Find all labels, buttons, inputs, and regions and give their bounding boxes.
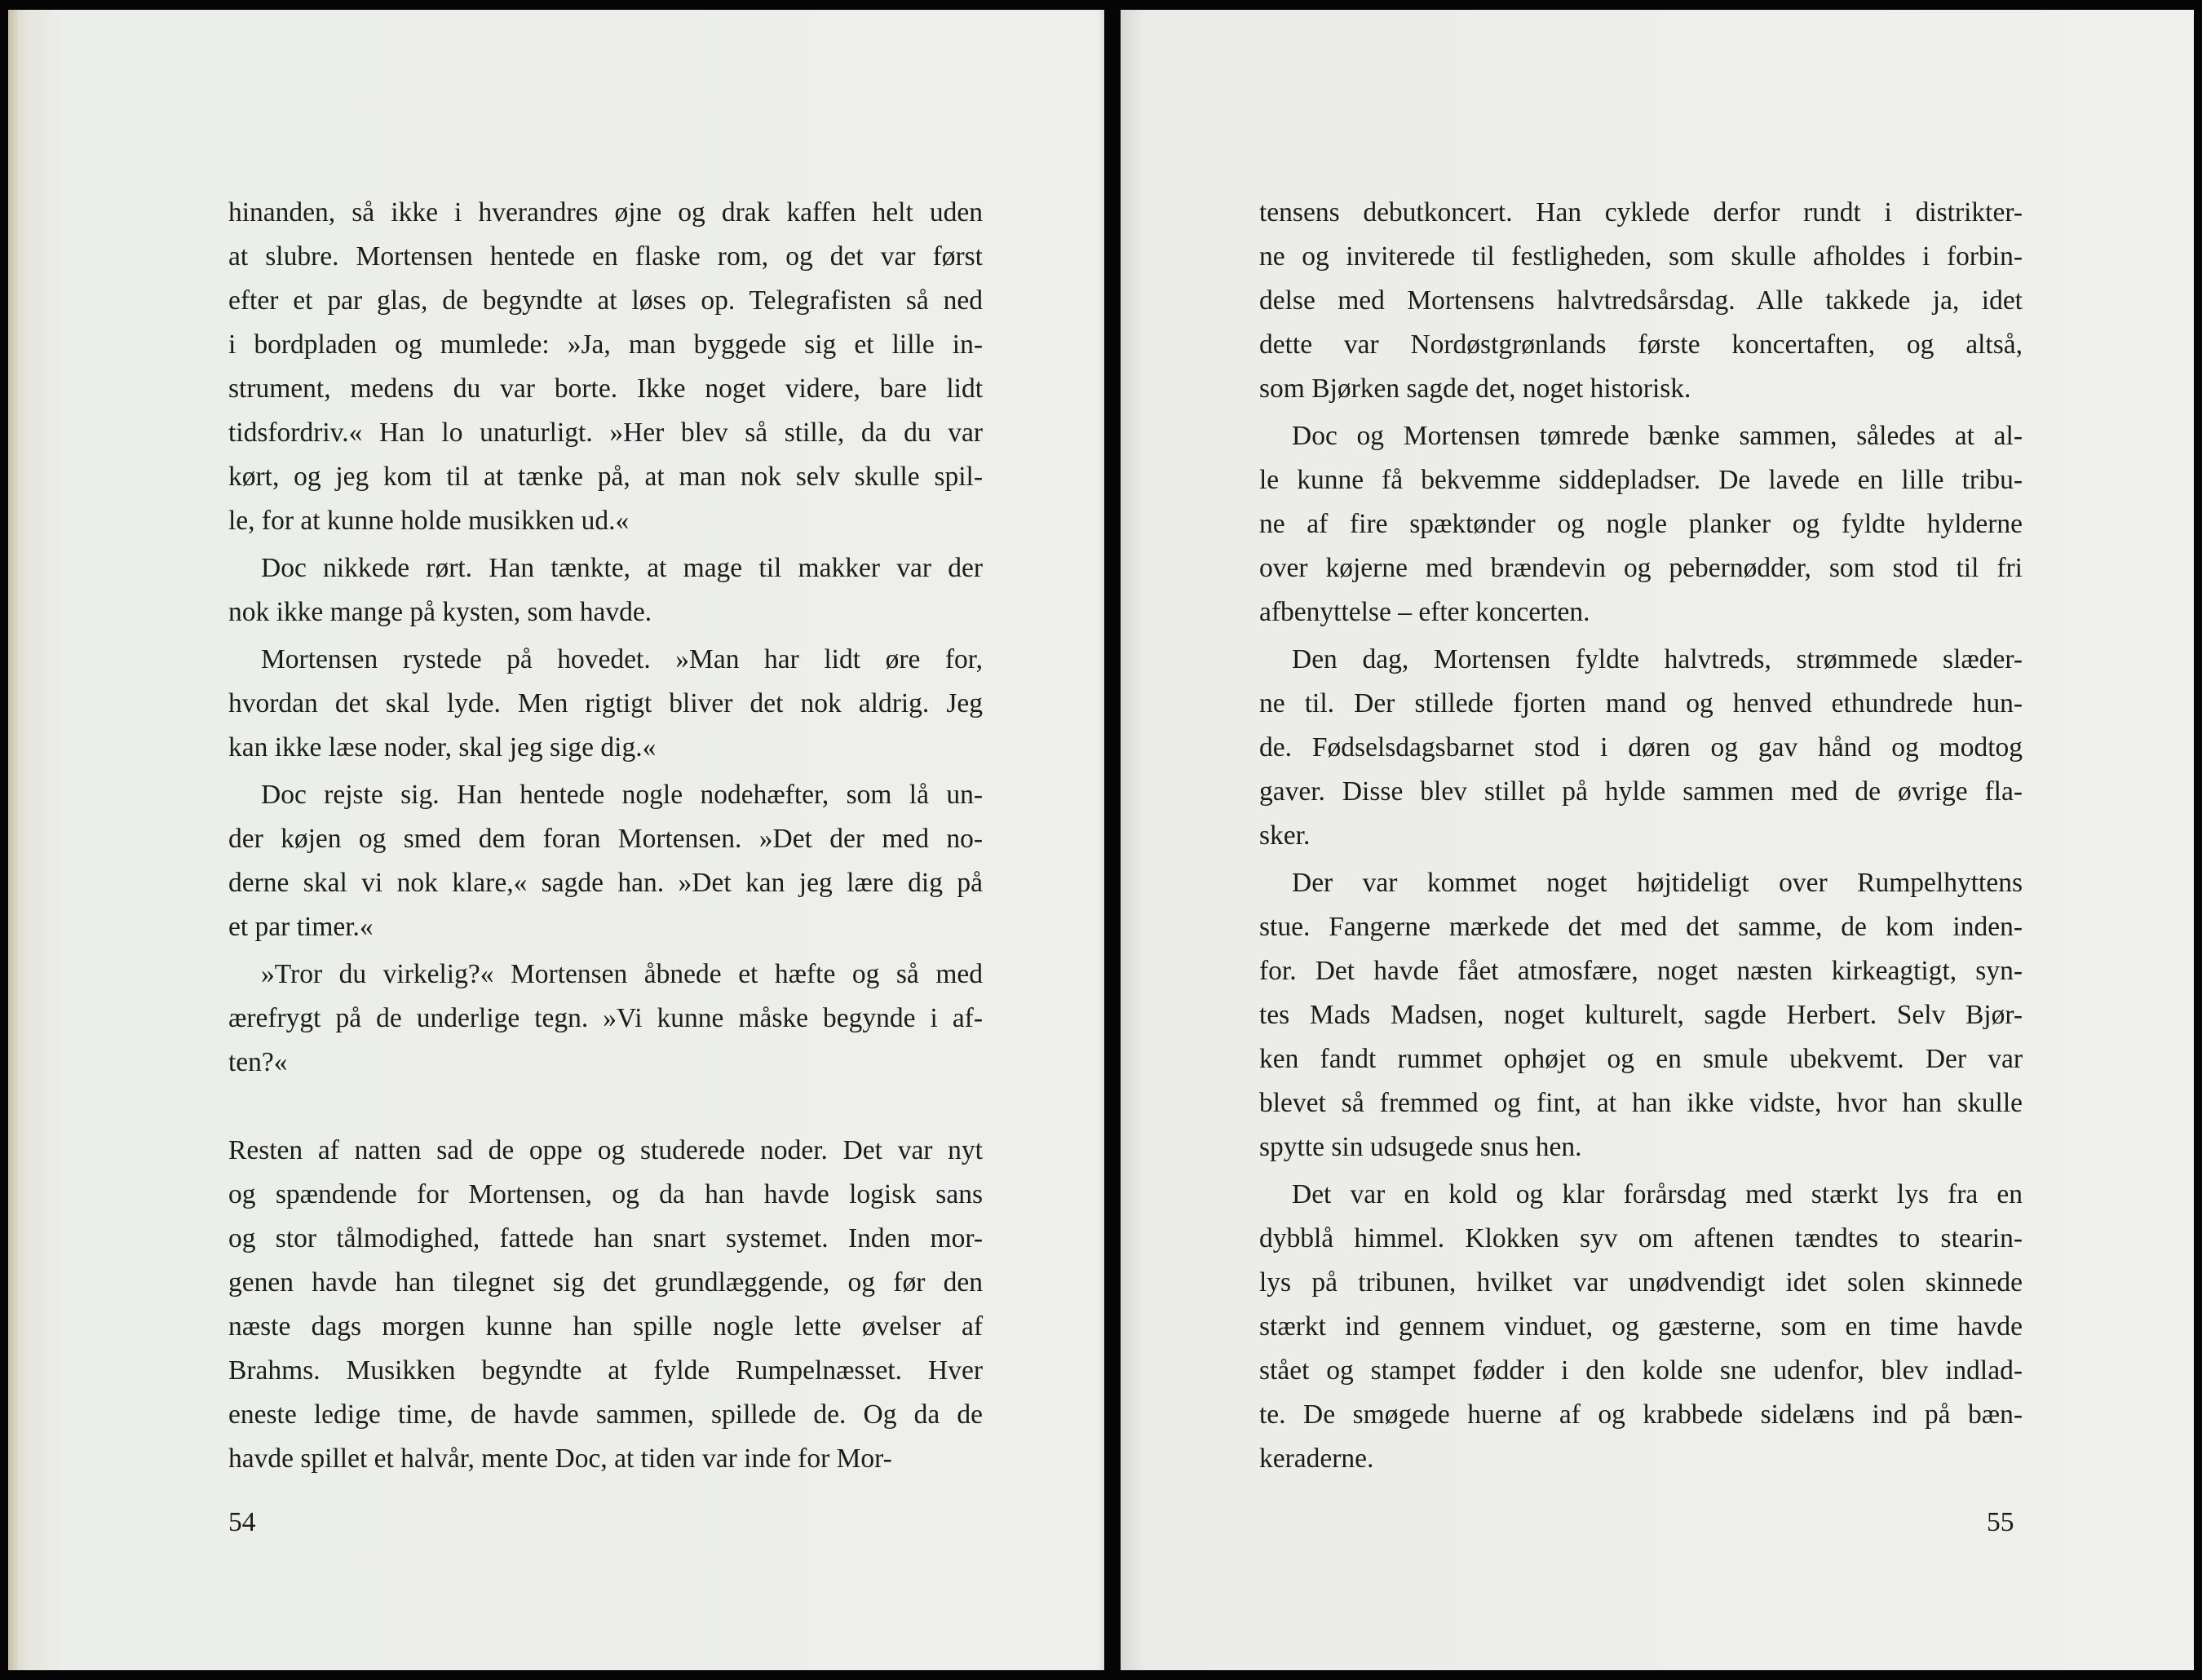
page-edge <box>8 10 18 1670</box>
page-number-left: 54 <box>228 1507 256 1537</box>
paragraph <box>228 953 983 1085</box>
text-line: Doc nikkede rørt. Han tænkte, at mage til makker var der <box>261 553 983 583</box>
text-line: at slubre. Mortensen hentede en flaske rom, og det var først <box>228 241 983 272</box>
text-line: tes Mads Madsen, noget kulturelt, sagde Herbert. Selv Bjør- <box>1259 1000 2023 1030</box>
text-line: Brahms. Musikken begyndte at fylde Rumpelnæsset. Hver <box>228 1355 983 1386</box>
text-line: kan ikke læse noder, skal jeg sige dig.« <box>228 732 657 763</box>
text-line: de. Fødselsdagsbarnet stod i døren og gav hånd og modtog <box>1259 732 2023 763</box>
text-line: hinanden, så ikke i hverandres øjne og drak kaffen helt uden <box>228 197 983 228</box>
left-page-text <box>228 191 983 1481</box>
left-page <box>8 10 1104 1670</box>
text-line: stærkt ind gennem vinduet, og gæsterne, som en time havde <box>1259 1311 2023 1342</box>
text-line: Det var en kold og klar forårsdag med stærkt lys fra en <box>1292 1179 2023 1209</box>
text-line: spytte sin udsugede snus hen. <box>1259 1132 1582 1162</box>
text-line: gaver. Disse blev stillet på hylde sammen med de øvrige fla- <box>1259 776 2023 807</box>
text-line: ne og inviterede til festligheden, som skulle afholdes i forbin- <box>1259 241 2023 272</box>
text-line: nok ikke mange på kysten, som havde. <box>228 597 652 627</box>
text-line: te. De smøgede huerne af og krabbede sidelæns ind på bæn- <box>1259 1399 2023 1430</box>
text-line: strument, medens du var borte. Ikke noget videre, bare lidt <box>228 374 983 404</box>
text-line: lys på tribunen, hvilket var unødvendigt idet solen skinnede <box>1259 1267 2023 1298</box>
text-line: og spændende for Mortensen, og da han havde logisk sans <box>228 1179 983 1209</box>
paragraph <box>228 546 983 634</box>
text-line: keraderne. <box>1259 1443 1374 1474</box>
right-page-text <box>1259 191 2023 1481</box>
text-line: tensens debutkoncert. Han cyklede derfor rundt i distrikter- <box>1259 197 2023 228</box>
right-page <box>1121 10 2194 1670</box>
page-number-right: 55 <box>1987 1507 2014 1537</box>
text-line: blevet så fremmed og fint, at han ikke vidste, hvor han skulle <box>1259 1088 2023 1118</box>
paragraph <box>228 773 983 949</box>
text-line: for. Det havde fået atmosfære, noget næsten kirkeagtigt, syn- <box>1259 956 2023 986</box>
spine-shadow <box>1098 10 1104 1670</box>
text-line: næste dags morgen kunne han spille nogle lette øvelser af <box>228 1311 983 1342</box>
text-line: over køjerne med brændevin og pebernødder, som stod til fri <box>1259 553 2023 583</box>
paragraph <box>1259 191 2023 411</box>
text-line: Mortensen rystede på hovedet. »Man har lidt øre for, <box>261 644 983 674</box>
text-line: dette var Nordøstgrønlands første koncertaften, og altså, <box>1259 329 2023 360</box>
text-line: »Tror du virkelig?« Mortensen åbnede et hæfte og så med <box>261 959 983 989</box>
text-line: ne af fire spæktønder og nogle planker og fyldte hylderne <box>1259 509 2023 539</box>
paragraph <box>1259 638 2023 858</box>
text-line: Der var kommet noget højtideligt over Rumpelhyttens <box>1292 868 2023 898</box>
text-line: der køjen og smed dem foran Mortensen. »Det der med no- <box>228 824 983 854</box>
paragraph <box>1259 1173 2023 1481</box>
text-line: Den dag, Mortensen fyldte halvtreds, strømmede slæder- <box>1292 644 2023 674</box>
text-line: ten?« <box>228 1047 288 1077</box>
text-line: le, for at kunne holde musikken ud.« <box>228 506 630 536</box>
text-line: Doc rejste sig. Han hentede nogle nodehæfter, som lå un- <box>261 780 983 810</box>
text-line: genen havde han tilegnet sig det grundlæggende, og før den <box>228 1267 983 1298</box>
text-line: dybblå himmel. Klokken syv om aftenen tændtes to stearin- <box>1259 1223 2023 1253</box>
text-line: afbenyttelse – efter koncerten. <box>1259 597 1590 627</box>
paragraph <box>228 1129 983 1481</box>
text-line: et par timer.« <box>228 912 374 942</box>
text-line: Doc og Mortensen tømrede bænke sammen, således at al- <box>1292 421 2023 451</box>
text-line: ne til. Der stillede fjorten mand og henved ethundrede hun- <box>1259 688 2023 718</box>
text-line: delse med Mortensens halvtredsårsdag. Alle takkede ja, idet <box>1259 285 2023 316</box>
section-break <box>228 1085 983 1129</box>
text-line: tidsfordriv.« Han lo unaturligt. »Her blev så stille, da du var <box>228 418 983 448</box>
text-line: stået og stampet fødder i den kolde sne udenfor, blev indlad- <box>1259 1355 2023 1386</box>
text-line: ærefrygt på de underlige tegn. »Vi kunne måske begynde i af- <box>228 1003 983 1033</box>
text-line: eneste ledige time, de havde sammen, spillede de. Og da de <box>228 1399 983 1430</box>
paragraph <box>1259 414 2023 634</box>
text-line: Resten af natten sad de oppe og studerede noder. Det var nyt <box>228 1135 983 1165</box>
text-line: i bordpladen og mumlede: »Ja, man byggede sig et lille in- <box>228 329 983 360</box>
text-line: ken fandt rummet ophøjet og en smule ubekvemt. Der var <box>1259 1044 2023 1074</box>
paragraph <box>1259 861 2023 1169</box>
text-line: efter et par glas, de begyndte at løses op. Telegrafisten så ned <box>228 285 983 316</box>
paragraph <box>228 638 983 770</box>
text-line: havde spillet et halvår, mente Doc, at tiden var inde for Mor- <box>228 1443 892 1474</box>
text-line: le kunne få bekvemme siddepladser. De lavede en lille tribu- <box>1259 465 2023 495</box>
text-line: som Bjørken sagde det, noget historisk. <box>1259 374 1691 404</box>
text-line: og stor tålmodighed, fattede han snart systemet. Inden mor- <box>228 1223 983 1253</box>
text-line: derne skal vi nok klare,« sagde han. »Det kan jeg lære dig på <box>228 868 983 898</box>
text-line: kørt, og jeg kom til at tænke på, at man nok selv skulle spil- <box>228 462 983 492</box>
text-line: stue. Fangerne mærkede det med det samme, de kom inden- <box>1259 912 2023 942</box>
paragraph <box>228 191 983 543</box>
text-line: sker. <box>1259 820 1311 851</box>
text-line: hvordan det skal lyde. Men rigtigt bliver det nok aldrig. Jeg <box>228 688 983 718</box>
